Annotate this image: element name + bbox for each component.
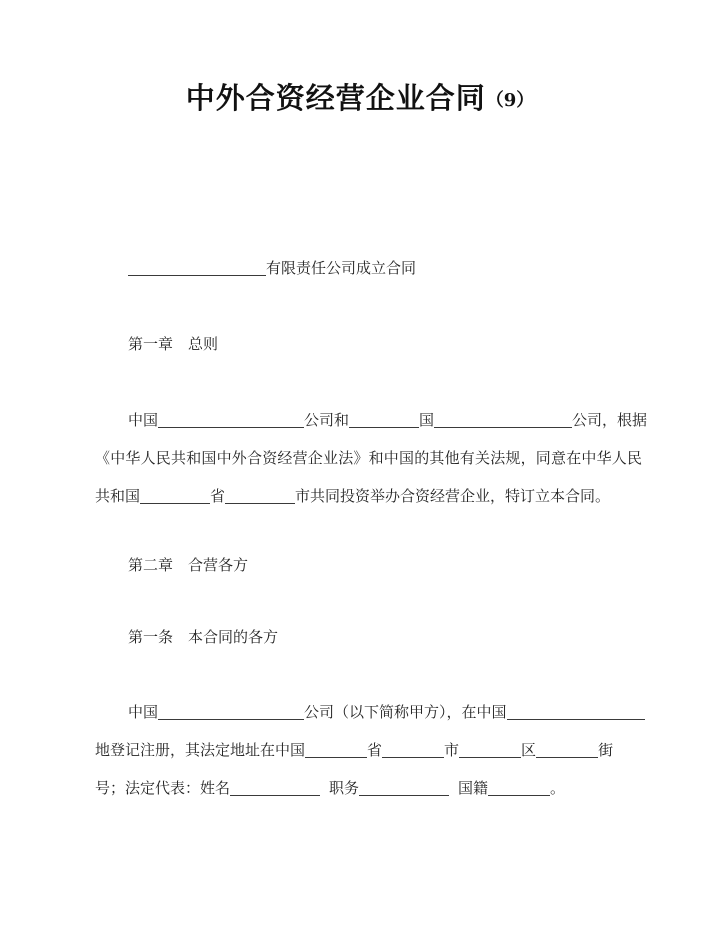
body2-text: 《中华人民共和国中外合资经营企业法》和中国的其他有关法规，同意在中华人民	[95, 450, 643, 467]
foreign-country-blank[interactable]	[349, 411, 419, 428]
province-blank-1[interactable]	[140, 487, 210, 504]
art2-label-b: 省	[367, 742, 383, 759]
article-one-name: 本合同的各方	[188, 629, 279, 646]
chinese-company-blank[interactable]	[158, 411, 304, 428]
art2-label-d: 区	[521, 742, 537, 759]
art2-label-c: 市	[444, 742, 460, 759]
district-blank[interactable]	[459, 741, 521, 758]
body1-label-c: 国	[419, 412, 435, 429]
art1-label-b: 公司（以下简称甲方），在中国	[304, 704, 507, 721]
body1-label-b: 公司和	[304, 412, 350, 429]
body1-label-a: 中国	[128, 412, 159, 429]
article-one-body-line-2	[95, 732, 613, 770]
body3-label-c: 市共同投资举办合资经营企业，特订立本合同。	[295, 488, 611, 505]
page-title-suffix: （9）	[485, 90, 535, 111]
art3-label-a: 号；法定代表：姓名	[95, 780, 231, 797]
city-blank-2[interactable]	[382, 741, 444, 758]
body1-label-d: 公司，根据	[572, 412, 648, 429]
registration-place-blank[interactable]	[507, 703, 645, 720]
art3-label-d: 。	[550, 780, 566, 797]
art2-label-a: 地登记注册，其法定地址在中国	[95, 742, 306, 759]
art2-label-e: 街	[598, 742, 614, 759]
chapter-two-name: 合营各方	[188, 557, 249, 574]
subtitle-line	[104, 250, 416, 288]
article-one-number: 第一条	[128, 629, 174, 646]
page-title-main: 中外合资经营企业合同	[185, 81, 486, 115]
chapter-one-body-line-3	[95, 478, 610, 516]
art3-label-c: 国籍	[458, 780, 489, 797]
subtitle-company-blank[interactable]	[128, 259, 266, 276]
art1-label-a: 中国	[128, 704, 159, 721]
party-a-company-blank[interactable]	[158, 703, 304, 720]
chapter-one-body-line-1	[104, 402, 647, 440]
article-one-body-line-3	[95, 770, 565, 808]
province-blank-2[interactable]	[305, 741, 367, 758]
article-one-body-line-1	[104, 694, 645, 732]
chapter-one-body-line-2	[95, 440, 642, 478]
heading-article-one	[104, 619, 278, 657]
legal-rep-nationality-blank[interactable]	[488, 779, 550, 796]
legal-rep-name-blank[interactable]	[230, 779, 320, 796]
chapter-one-number: 第一章	[128, 336, 174, 353]
street-blank[interactable]	[536, 741, 598, 758]
heading-chapter-one	[104, 326, 218, 364]
chapter-one-name: 总则	[188, 336, 219, 353]
page-title	[0, 78, 720, 121]
chapter-two-number: 第二章	[128, 557, 174, 574]
heading-chapter-two	[104, 547, 248, 585]
art3-label-b: 职务	[329, 780, 360, 797]
subtitle-tail-label: 有限责任公司成立合同	[266, 260, 417, 277]
legal-rep-position-blank[interactable]	[359, 779, 449, 796]
body3-label-b: 省	[210, 488, 226, 505]
foreign-company-blank[interactable]	[434, 411, 572, 428]
city-blank-1[interactable]	[225, 487, 295, 504]
body3-label-a: 共和国	[95, 488, 141, 505]
